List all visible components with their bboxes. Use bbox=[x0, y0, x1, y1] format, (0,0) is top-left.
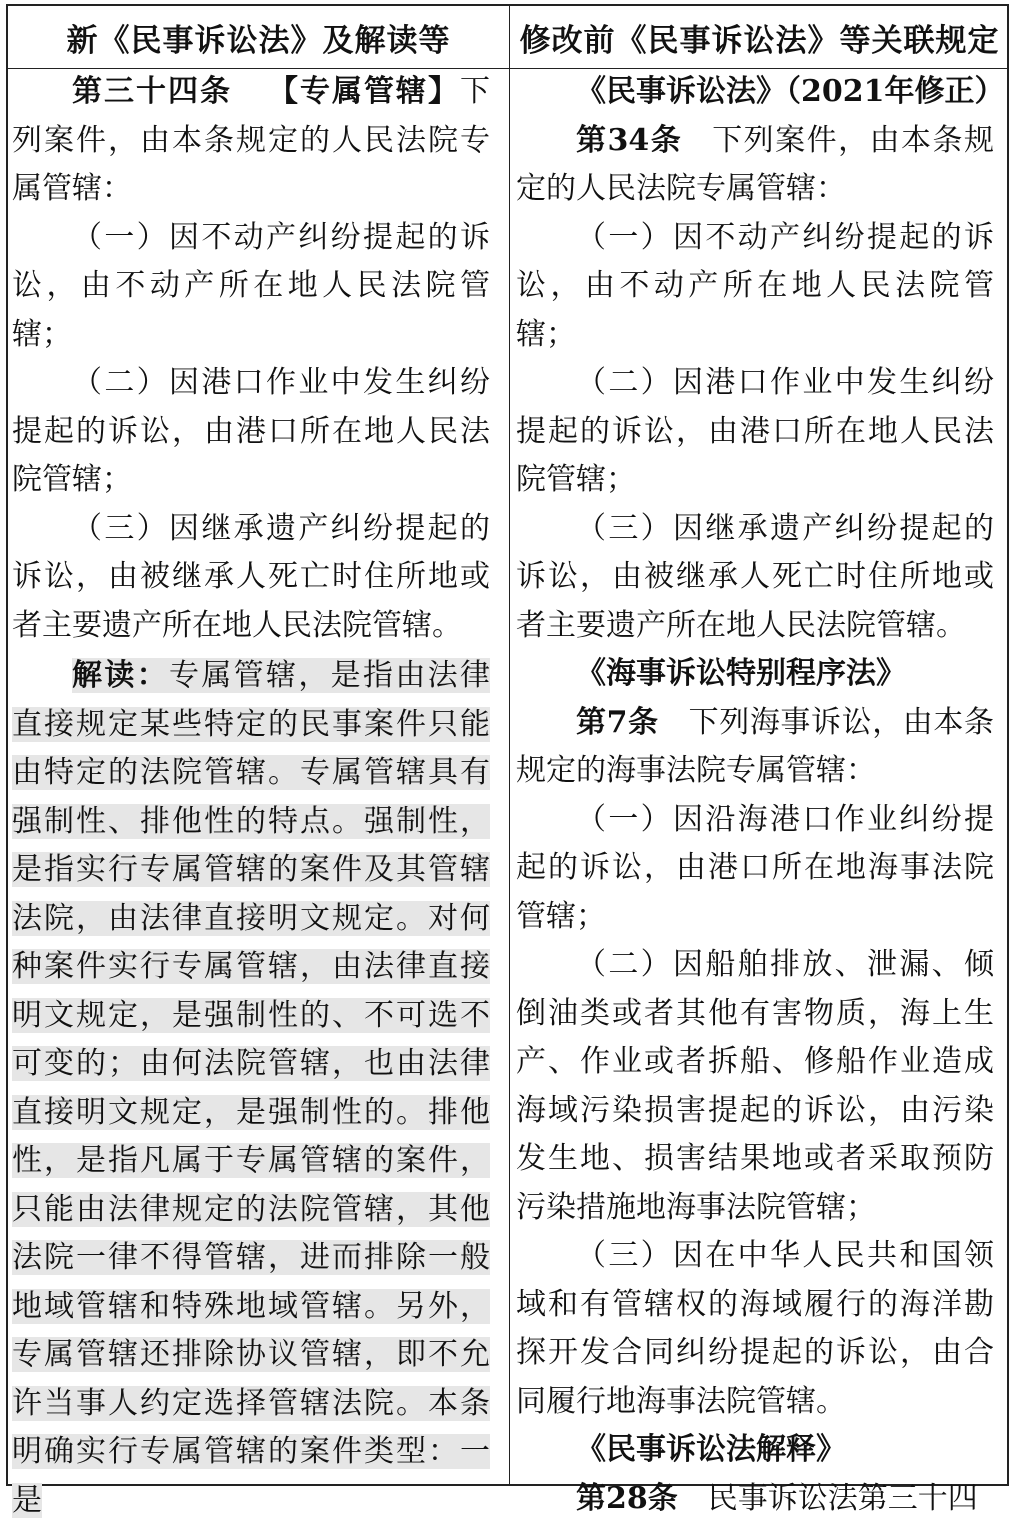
law3-text: 民事诉讼法第三十四 bbox=[707, 1480, 978, 1516]
law2-article-label: 第7条 bbox=[576, 704, 659, 740]
article-34-paragraph bbox=[12, 68, 490, 214]
law3-title: 《民事诉讼法解释》 bbox=[576, 1432, 846, 1467]
law2-article-7 bbox=[516, 699, 994, 796]
law1-article-34 bbox=[516, 117, 994, 214]
article-intro: 下列案件，由本条规定的人民法院专属管辖： bbox=[12, 74, 490, 206]
law2-title: 《海事诉讼特别程序法》 bbox=[576, 656, 906, 691]
left-item-3: （三）因继承遗产纠纷提起的诉讼，由被继承人死亡时住所地或者主要遗产所在地人民法院管辖。 bbox=[12, 510, 490, 643]
interpretation-paragraph bbox=[12, 652, 490, 1525]
header-left: 新《民事诉讼法》及解读等 bbox=[66, 22, 451, 59]
law2-intro: 下列海事诉讼，由本条规定的海事法院专属管辖： bbox=[516, 704, 994, 788]
law1-intro: 下列案件，由本条规定的人民法院专属管辖： bbox=[516, 122, 995, 206]
law2-item-1: （一）因沿海港口作业纠纷提起的诉讼，由港口所在地海事法院管辖； bbox=[516, 801, 994, 934]
law1-item-1: （一）因不动产纠纷提起的诉讼，由不动产所在地人民法院管辖； bbox=[516, 219, 994, 352]
header-right: 修改前《民事诉讼法》等关联规定 bbox=[519, 22, 1000, 59]
left-item-1: （一）因不动产纠纷提起的诉讼，由不动产所在地人民法院管辖； bbox=[12, 219, 490, 352]
right-column bbox=[516, 68, 1005, 1523]
law1-item-2: （二）因港口作业中发生纠纷提起的诉讼，由港口所在地人民法院管辖； bbox=[516, 365, 994, 497]
law3-article-label: 第28条 bbox=[576, 1480, 678, 1516]
law1-article-label: 第34条 bbox=[576, 122, 683, 158]
interpretation-label: 解读： bbox=[72, 658, 169, 693]
column-divider bbox=[509, 6, 510, 1484]
left-item-2: （二）因港口作业中发生纠纷提起的诉讼，由港口所在地人民法院管辖； bbox=[12, 365, 490, 497]
law2-item-3: （三）因在中华人民共和国领域和有管辖权的海域履行的海洋勘探开发合同纠纷提起的诉讼，由合同履行地海事法院管辖。 bbox=[516, 1238, 994, 1419]
law1-title: 《民事诉讼法》（2021年修正） bbox=[576, 74, 1005, 109]
law1-item-3: （三）因继承遗产纠纷提起的诉讼，由被继承人死亡时住所地或者主要遗产所在地人民法院管辖。 bbox=[516, 510, 994, 643]
law2-item-2: （二）因船舶排放、泄漏、倾倒油类或者其他有害物质，海上生产、作业或者拆船、修船作业造成海域污染损害提起的诉讼，由污染发生地、损害结果地或者采取预防污染措施地海事法院管辖； bbox=[516, 947, 994, 1225]
interpretation-text: 专属管辖，是指由法律直接规定某些特定的民事案件只能由特定的法院管辖。专属管辖具有强制性、排他性的特点。强制性，是指实行专属管辖的案件及其管辖法院，由法律直接明文规定。对何种案件实行专属管辖，由法律直接明文规定，是强制性的、不可选不可变的；由何法院管辖，也由法律直接明文规定，是强制性的。排他性，是指凡属于专属管辖的案件，只能由法律规定的法院管辖，其他法院一律不得管辖，进而排除一般地域管辖和特殊地域管辖。另外，专属管辖还排除协议管辖，即不允许当事人约定选择管辖法院。本条明确实行专属管辖的案件类型：一是 bbox=[12, 658, 490, 1518]
article-title: 【专属管辖】 bbox=[268, 74, 460, 109]
law3-article-28 bbox=[516, 1475, 994, 1524]
left-column bbox=[12, 68, 490, 1525]
article-label: 第三十四条 bbox=[72, 74, 232, 109]
